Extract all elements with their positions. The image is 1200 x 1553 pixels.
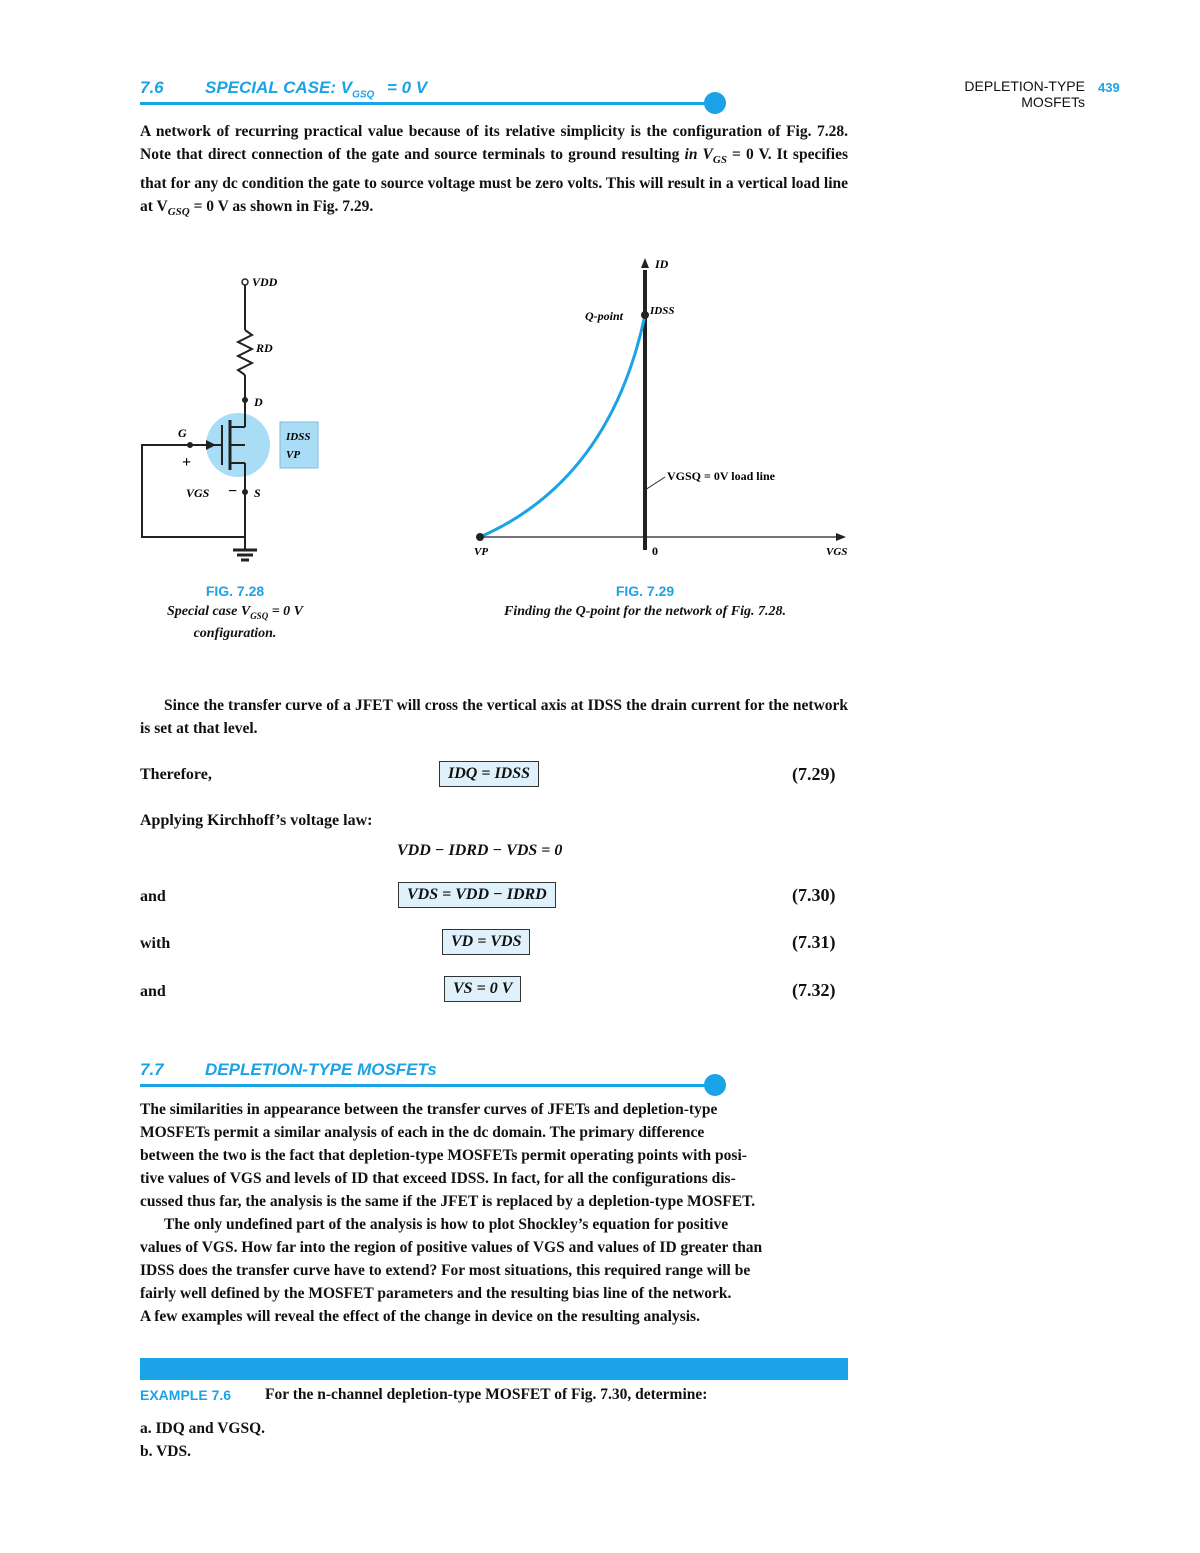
therefore-label: Therefore, xyxy=(140,766,212,783)
fig-7-28-circuit xyxy=(130,260,350,580)
s2p1-line4: tive values of VGS and levels of ID that exceed IDSS. In fact, for all the configurations dis- xyxy=(140,1170,736,1187)
label-vp-graph: VP xyxy=(474,546,489,558)
section2-para1 xyxy=(140,1098,848,1213)
idss-vp-box xyxy=(280,422,318,468)
label-zero: 0 xyxy=(652,544,658,558)
label-idss-graph: IDSS xyxy=(650,305,675,317)
label-vp: VP xyxy=(286,449,301,461)
section-title-7-7: DEPLETION-TYPE MOSFETs xyxy=(205,1060,437,1079)
s2p2-line1: The only undefined part of the analysis is how to plot Shockley’s equation for positive xyxy=(164,1216,729,1233)
resistor-rd xyxy=(238,330,252,375)
equation-7-32: VS = 0 V xyxy=(444,976,521,1002)
fig-7-29-graph xyxy=(460,250,860,570)
intro-line3b: GSQ xyxy=(167,206,190,219)
fig-7-28-label: FIG. 7.28 xyxy=(205,583,265,599)
equation-number-7-30: (7.30) xyxy=(792,885,836,905)
label-s: S xyxy=(254,486,261,500)
section-rule-2 xyxy=(140,1084,710,1087)
example-item-b: b. VDS. xyxy=(140,1443,191,1460)
equation-7-29: IDQ = IDSS xyxy=(439,761,539,787)
example-bar xyxy=(140,1358,848,1380)
label-loadline: VGSQ = 0V load line xyxy=(667,469,775,483)
equation-number-7-32: (7.32) xyxy=(792,980,836,1000)
section-number-7-7: 7.7 xyxy=(140,1060,164,1079)
s2p1-line2: MOSFETs permit a similar analysis of each in the dc domain. The primary difference xyxy=(140,1124,705,1141)
s2p2-line3: IDSS does the transfer curve have to extend? For most situations, this required range will be xyxy=(140,1262,751,1279)
running-head-line2: MOSFETs xyxy=(1021,94,1085,110)
vp-point xyxy=(476,533,484,541)
page-number: 439 xyxy=(1098,80,1120,95)
example-text: For the n-channel depletion-type MOSFET of Fig. 7.30, determine: xyxy=(265,1386,708,1403)
label-vdd: VDD xyxy=(252,275,278,289)
intro-line2b: GS xyxy=(712,154,727,167)
kvl-equation: VDD − IDRD − VDS = 0 xyxy=(397,842,563,859)
fig-7-28-caption-line1: Special case V xyxy=(166,604,251,619)
id-axis-arrow xyxy=(641,258,649,268)
label-rd: RD xyxy=(256,341,273,355)
label-vgs: VGS xyxy=(186,486,210,500)
s2p1-line1: The similarities in appearance between the transfer curves of JFETs and depletion-type xyxy=(140,1101,718,1118)
s2p2-line5: A few examples will reveal the effect of the change in device on the resulting analysis. xyxy=(140,1308,700,1325)
section-title-sub: GSQ xyxy=(352,89,375,101)
equation-number-7-31: (7.31) xyxy=(792,932,836,952)
running-head-line1: DEPLETION-TYPE xyxy=(964,78,1085,94)
fig-7-28-caption-tail: = 0 V xyxy=(268,604,304,619)
s2p1-line5: cussed thus far, the analysis is the same if the JFET is replaced by a depletion-type MOSFET. xyxy=(140,1193,756,1210)
intro-line3c: = 0 V as shown in Fig. 7.29. xyxy=(189,198,374,216)
fig-7-28-caption-line2: configuration. xyxy=(193,625,277,641)
intro-line2c: = 0 V. It specifies that for any dc condition the gate to source voltage must be zero xyxy=(140,146,849,193)
section-dot-1 xyxy=(704,92,726,114)
section-number-7-6: 7.6 xyxy=(140,78,164,97)
label-plus: + xyxy=(182,454,192,471)
label-vgs-axis: VGS xyxy=(826,546,848,558)
section-title-tail: = 0 V xyxy=(387,78,428,97)
q-point-marker xyxy=(641,311,649,319)
intro-line1: A network of recurring practical value because of its relative simplicity is the configuration of Fig. 7.28. Note that direct connection of the gate and source terminals to ground resulting xyxy=(140,123,848,163)
s2p2-line4: fairly well defined by the MOSFET parameters and the resulting bias line of the network. xyxy=(140,1285,732,1302)
section-dot-2 xyxy=(704,1074,726,1096)
equation-number-7-29: (7.29) xyxy=(792,764,836,784)
loadline-leader xyxy=(645,477,665,490)
section-title-text: SPECIAL CASE: V xyxy=(205,78,353,97)
fig-7-28-caption xyxy=(130,603,340,643)
label-id-axis: ID xyxy=(655,257,669,271)
intro-line3a: volts. This will result in a vertical load line at V xyxy=(140,175,849,216)
body2-line1: Since the transfer curve of a JFET will cross the vertical axis at IDSS the drain current xyxy=(164,697,741,714)
label-qpoint: Q-point xyxy=(585,309,624,323)
example-label: EXAMPLE 7.6 xyxy=(140,1387,232,1403)
intro-line2a: in V xyxy=(684,146,713,163)
equation-7-31: VD = VDS xyxy=(442,929,530,955)
with-label: with xyxy=(140,935,171,952)
section2-para2 xyxy=(140,1213,848,1328)
label-d: D xyxy=(254,395,263,409)
label-g: G xyxy=(178,426,187,440)
label-idss: IDSS xyxy=(286,431,311,443)
label-minus: − xyxy=(228,483,238,500)
transfer-curve xyxy=(480,315,645,537)
intro-paragraph xyxy=(140,120,848,224)
kvl-lead: Applying Kirchhoff’s voltage law: xyxy=(140,812,373,829)
vgs-axis-arrow xyxy=(836,533,846,541)
section-rule-1 xyxy=(140,102,710,105)
running-head xyxy=(900,78,1085,110)
and-label-2: and xyxy=(140,983,166,1000)
section-title-7-6 xyxy=(205,78,427,100)
fig-7-29-label: FIG. 7.29 xyxy=(615,583,675,599)
fig-7-29-caption: Finding the Q-point for the network of Fig. 7.28. xyxy=(504,604,786,619)
fig-7-28-caption-sub: GSQ xyxy=(250,610,269,621)
example-item-a: a. IDQ and VGSQ. xyxy=(140,1420,266,1437)
body-paragraph-2 xyxy=(140,694,848,740)
and-label-1: and xyxy=(140,888,166,905)
s2p2-line2: values of VGS. How far into the region of positive values of VGS and values of ID greater than xyxy=(140,1239,763,1256)
body2-line2: for the network is set at that level. xyxy=(140,697,849,737)
equation-7-30: VDS = VDD − IDRD xyxy=(398,882,556,908)
s2p1-line3: between the two is the fact that depletion-type MOSFETs permit operating points with posi- xyxy=(140,1147,747,1164)
vdd-terminal xyxy=(242,279,248,285)
